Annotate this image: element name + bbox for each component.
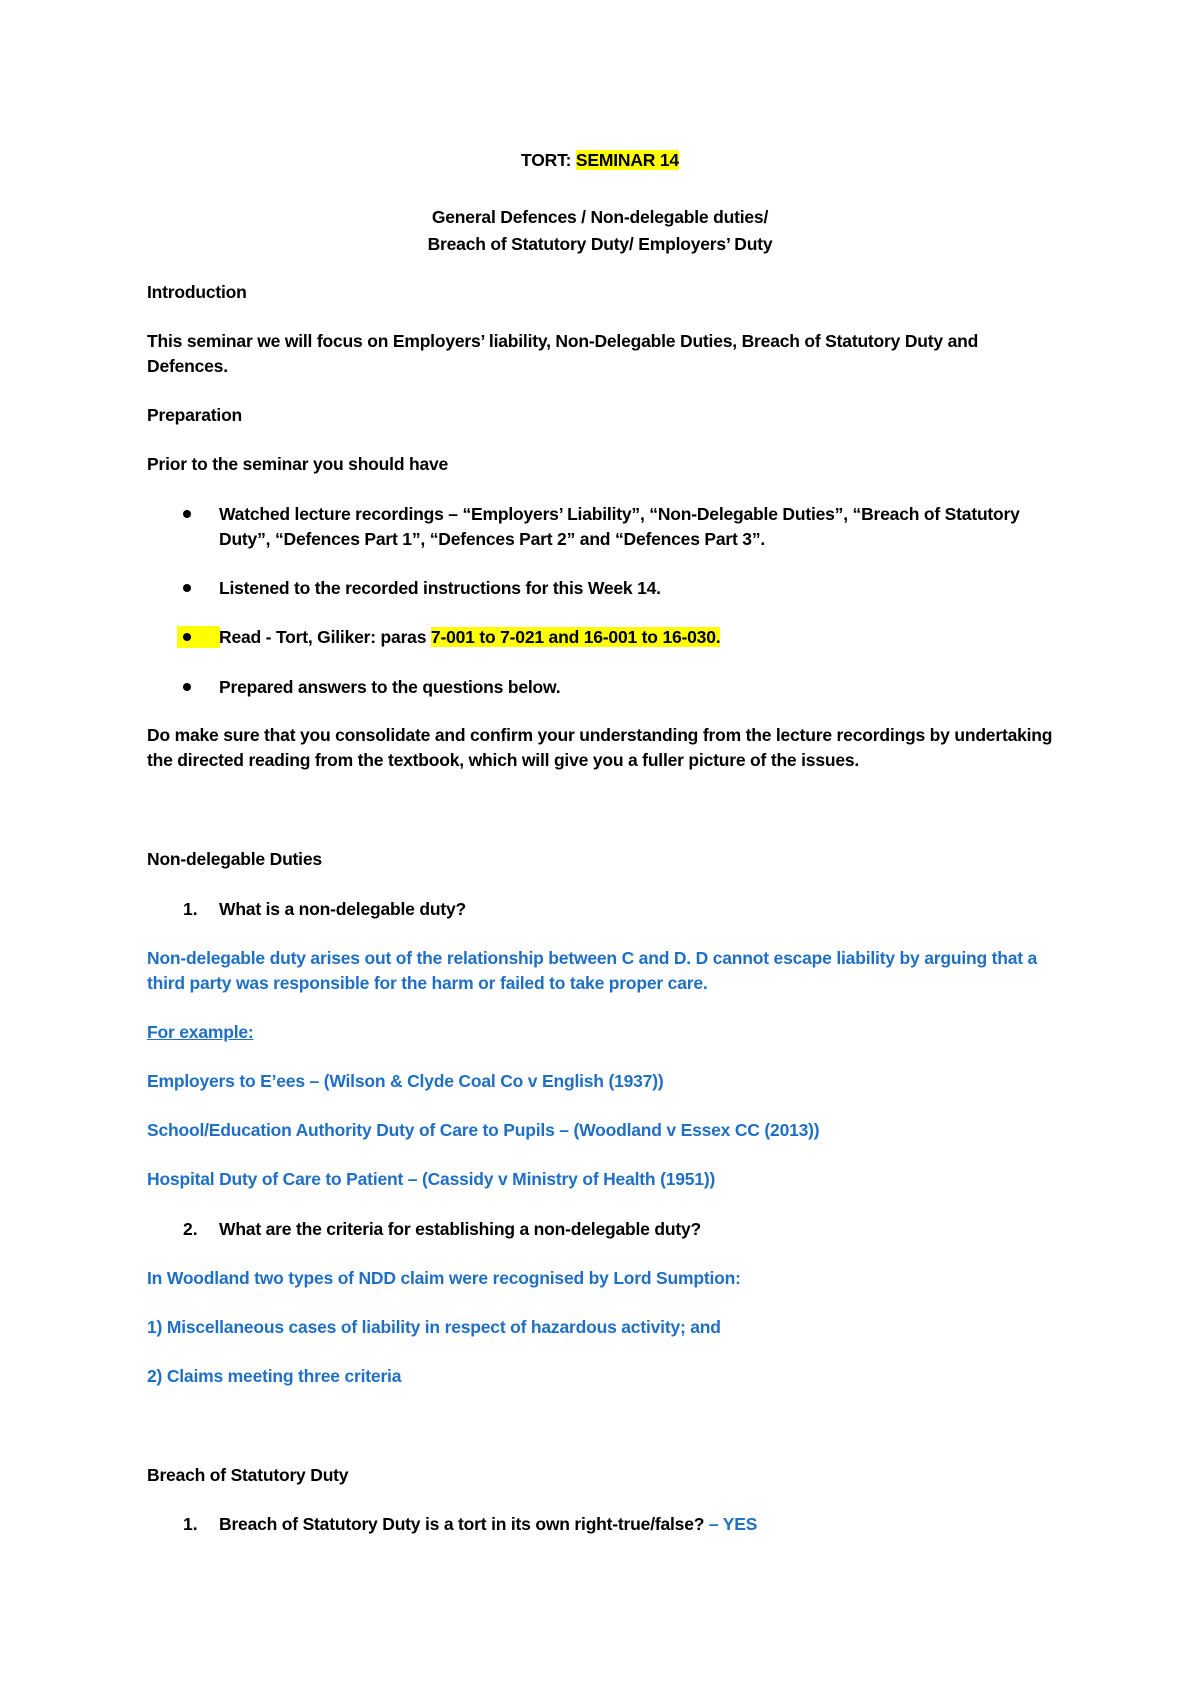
- statutory-question-1: [219, 1512, 757, 1536]
- bullet-4: [183, 683, 191, 691]
- answer-2-line-3: 2) Claims meeting three criteria: [147, 1366, 402, 1386]
- bullet-2-text: Listened to the recorded instructions for this Week 14.: [219, 578, 661, 598]
- bullet-3-text: [219, 625, 720, 649]
- example-label: For example:: [147, 1022, 254, 1042]
- preparation-heading: Preparation: [147, 405, 243, 425]
- example-1: Employers to E’ees – (Wilson & Clyde Coal Co v English (1937)): [147, 1071, 664, 1091]
- statutory-question-1-number: 1.: [183, 1514, 198, 1534]
- title-highlight: SEMINAR 14: [575, 150, 679, 170]
- bullet-3: [183, 633, 191, 641]
- bullet-3-highlighted-paras: 7-001 to 7-021 and 16-001 to 16-030.: [430, 627, 721, 647]
- question-2-text: What are the criteria for establishing a non-delegable duty?: [219, 1219, 701, 1239]
- introduction-text-line-2: Defences.: [147, 356, 228, 376]
- subtitle-line-2: Breach of Statutory Duty/ Employers’ Duty: [427, 234, 773, 254]
- answer-2-line-1: In Woodland two types of NDD claim were recognised by Lord Sumption:: [147, 1268, 741, 1288]
- bullet-1: [183, 510, 191, 518]
- statutory-answer-1: – YES: [708, 1514, 758, 1534]
- introduction-heading: Introduction: [147, 282, 247, 302]
- question-1-text: What is a non-delegable duty?: [219, 899, 466, 919]
- bullet-4-text: Prepared answers to the questions below.: [219, 677, 561, 697]
- document-title: [0, 148, 1200, 172]
- bullet-3-prefix: Read - Tort, Giliker: paras: [219, 627, 431, 647]
- title-prefix: TORT:: [521, 150, 576, 170]
- bullet-1-line-1: Watched lecture recordings – “Employers’ Liability”, “Non-Delegable Duties”, “Breach of Statutory: [219, 504, 1020, 524]
- subtitle-line-1: General Defences / Non-delegable duties/: [431, 207, 769, 227]
- example-2: School/Education Authority Duty of Care to Pupils – (Woodland v Essex CC (2013)): [147, 1120, 820, 1140]
- answer-1-line-2: third party was responsible for the harm or failed to take proper care.: [147, 973, 708, 993]
- question-2-number: 2.: [183, 1219, 198, 1239]
- question-1-number: 1.: [183, 899, 198, 919]
- bullet-2: [183, 584, 191, 592]
- introduction-text-line-1: This seminar we will focus on Employers’ liability, Non-Delegable Duties, Breach of Statutory Duty and: [147, 331, 979, 351]
- answer-2-line-2: 1) Miscellaneous cases of liability in respect of hazardous activity; and: [147, 1317, 721, 1337]
- preparation-note-line-1: Do make sure that you consolidate and confirm your understanding from the lecture recordings by undertaking: [147, 725, 1053, 745]
- preparation-intro: Prior to the seminar you should have: [147, 454, 449, 474]
- answer-1-line-1: Non-delegable duty arises out of the relationship between C and D. D cannot escape liability by arguing that a: [147, 948, 1038, 968]
- statutory-heading: Breach of Statutory Duty: [147, 1465, 349, 1485]
- preparation-note-line-2: the directed reading from the textbook, which will give you a fuller picture of the issues.: [147, 750, 860, 770]
- example-3: Hospital Duty of Care to Patient – (Cassidy v Ministry of Health (1951)): [147, 1169, 716, 1189]
- statutory-question-1-text: Breach of Statutory Duty is a tort in its own right-true/false?: [219, 1514, 709, 1534]
- bullet-1-line-2: Duty”, “Defences Part 1”, “Defences Part 2” and “Defences Part 3”.: [219, 529, 766, 549]
- non-delegable-heading: Non-delegable Duties: [147, 849, 322, 869]
